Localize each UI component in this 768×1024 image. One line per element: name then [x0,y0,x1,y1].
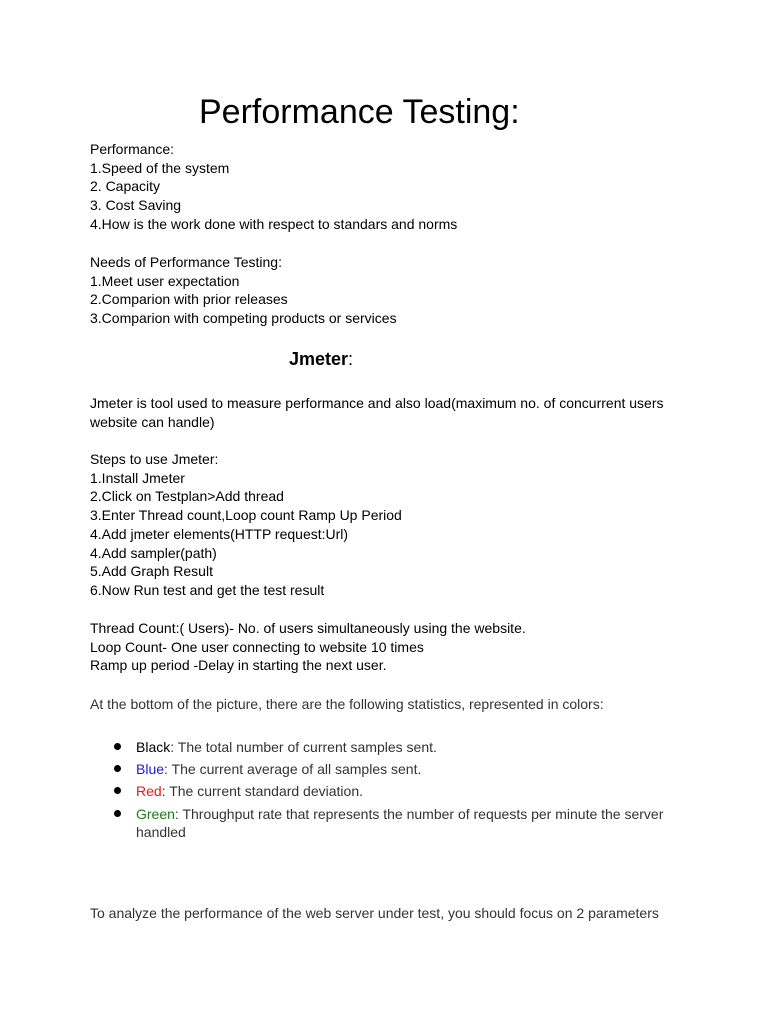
performance-heading: Performance: [90,141,175,157]
stats-item-red [90,782,670,801]
needs-heading: Needs of Performance Testing: [90,254,282,270]
jmeter-heading [289,347,353,371]
stats-color-name: Blue [136,761,165,778]
jmeter-intro-line: Jmeter is tool used to measure performance and also load(maximum no. of concurrent users [90,395,664,411]
performance-item: 4.How is the work done with respect to standars and norms [90,215,458,232]
performance-item: 2. Capacity [90,178,161,195]
definition-line: Loop Count- One user connecting to website 10 times [90,638,424,655]
stats-color-name: Red [136,783,162,800]
stats-item-green [90,805,670,842]
steps-heading: Steps to use Jmeter: [90,451,219,467]
jmeter-heading-colon: : [348,349,354,369]
stats-item-black [90,738,670,757]
stats-intro [90,695,604,714]
step-item: 4.Add sampler(path) [90,544,217,561]
stats-description: : The current average of all samples sent. [164,761,422,778]
step-item: 4.Add jmeter elements(HTTP request:Url) [90,525,349,542]
step-item: 2.Click on Testplan>Add thread [90,488,284,505]
performance-section [90,140,457,234]
jmeter-intro [90,394,664,431]
stats-description: : Throughput rate that represents the number of requests per minute the server handled [136,805,664,841]
definition-line: Ramp up period -Delay in starting the next user. [90,657,387,674]
step-item: 1.Install Jmeter [90,469,185,486]
needs-item: 1.Meet user expectation [90,272,240,289]
performance-item: 1.Speed of the system [90,159,230,176]
jmeter-heading-text: Jmeter [289,349,349,369]
step-item: 5.Add Graph Result [90,563,213,580]
definition-line: Thread Count:( Users)- No. of users simultaneously using the website. [90,620,526,636]
needs-section [90,253,397,328]
stats-color-name: Black [136,739,171,755]
stats-description: : The total number of current samples sent. [170,739,437,755]
definitions-section [90,619,526,675]
step-item: 3.Enter Thread count,Loop count Ramp Up Period [90,507,402,524]
needs-item: 2.Comparion with prior releases [90,291,288,308]
stats-color-name: Green [136,805,175,822]
stats-item-blue [90,760,670,779]
step-item: 6.Now Run test and get the test result [90,581,325,598]
stats-list [90,738,670,846]
jmeter-intro-line: website can handle) [90,413,215,430]
page-title: Performance Testing: [199,93,520,131]
performance-item: 3. Cost Saving [90,197,182,214]
stats-intro-text: At the bottom of the picture, there are the following statistics, represented in colors: [90,696,604,712]
stats-description: : The current standard deviation. [161,783,363,800]
closing-paragraph [90,904,659,923]
closing-text: To analyze the performance of the web server under test, you should focus on 2 parameters [90,905,659,921]
needs-item: 3.Comparion with competing products or services [90,310,397,327]
steps-section [90,450,402,600]
